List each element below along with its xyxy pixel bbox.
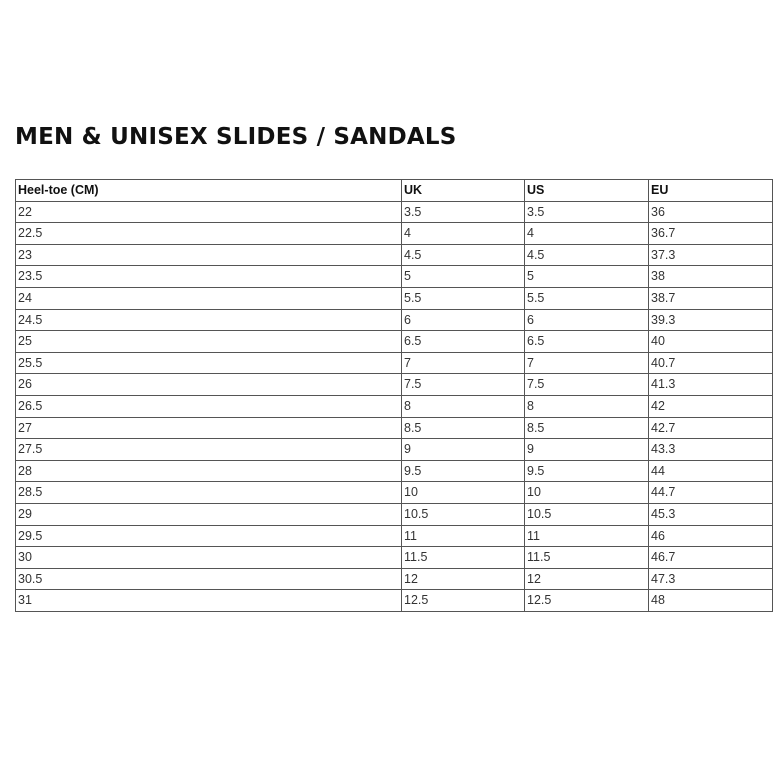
cell-uk: 8.5	[402, 417, 525, 439]
header-us: US	[525, 180, 649, 202]
cell-us: 9	[525, 439, 649, 461]
cell-us: 4	[525, 223, 649, 245]
table-row	[16, 352, 773, 374]
cell-uk: 10.5	[402, 503, 525, 525]
table-row	[16, 287, 773, 309]
table-body	[16, 201, 773, 611]
cell-uk: 11	[402, 525, 525, 547]
table-row	[16, 201, 773, 223]
cell-uk: 7	[402, 352, 525, 374]
cell-eu: 38.7	[649, 287, 773, 309]
table-row	[16, 266, 773, 288]
header-row	[16, 180, 773, 202]
cell-heel-toe: 30.5	[16, 568, 402, 590]
cell-uk: 9	[402, 439, 525, 461]
cell-eu: 38	[649, 266, 773, 288]
header-uk: UK	[402, 180, 525, 202]
cell-uk: 12.5	[402, 590, 525, 612]
cell-us: 7.5	[525, 374, 649, 396]
cell-heel-toe: 22.5	[16, 223, 402, 245]
cell-uk: 4	[402, 223, 525, 245]
table-row	[16, 417, 773, 439]
cell-eu: 37.3	[649, 244, 773, 266]
cell-us: 5	[525, 266, 649, 288]
cell-uk: 12	[402, 568, 525, 590]
cell-us: 12.5	[525, 590, 649, 612]
cell-us: 6	[525, 309, 649, 331]
cell-us: 7	[525, 352, 649, 374]
table-row	[16, 460, 773, 482]
cell-uk: 8	[402, 395, 525, 417]
cell-uk: 6.5	[402, 331, 525, 353]
cell-heel-toe: 24	[16, 287, 402, 309]
cell-eu: 40	[649, 331, 773, 353]
cell-us: 12	[525, 568, 649, 590]
table-row	[16, 244, 773, 266]
cell-uk: 5	[402, 266, 525, 288]
table-header	[16, 180, 773, 202]
cell-heel-toe: 23.5	[16, 266, 402, 288]
cell-uk: 9.5	[402, 460, 525, 482]
cell-eu: 47.3	[649, 568, 773, 590]
cell-us: 9.5	[525, 460, 649, 482]
table-row	[16, 374, 773, 396]
cell-uk: 7.5	[402, 374, 525, 396]
cell-us: 11	[525, 525, 649, 547]
cell-heel-toe: 26.5	[16, 395, 402, 417]
cell-heel-toe: 28	[16, 460, 402, 482]
cell-heel-toe: 30	[16, 547, 402, 569]
cell-heel-toe: 22	[16, 201, 402, 223]
cell-us: 10.5	[525, 503, 649, 525]
table-row	[16, 568, 773, 590]
cell-uk: 11.5	[402, 547, 525, 569]
cell-us: 11.5	[525, 547, 649, 569]
cell-eu: 39.3	[649, 309, 773, 331]
table-row	[16, 547, 773, 569]
cell-us: 10	[525, 482, 649, 504]
cell-us: 3.5	[525, 201, 649, 223]
cell-heel-toe: 25.5	[16, 352, 402, 374]
table-row	[16, 223, 773, 245]
cell-heel-toe: 31	[16, 590, 402, 612]
cell-eu: 36.7	[649, 223, 773, 245]
cell-heel-toe: 27.5	[16, 439, 402, 461]
page-title: MEN & UNISEX SLIDES / SANDALS	[15, 124, 457, 150]
cell-eu: 40.7	[649, 352, 773, 374]
table-row	[16, 482, 773, 504]
cell-eu: 41.3	[649, 374, 773, 396]
cell-eu: 42.7	[649, 417, 773, 439]
cell-eu: 42	[649, 395, 773, 417]
cell-heel-toe: 25	[16, 331, 402, 353]
cell-eu: 44.7	[649, 482, 773, 504]
cell-eu: 44	[649, 460, 773, 482]
cell-uk: 6	[402, 309, 525, 331]
cell-uk: 3.5	[402, 201, 525, 223]
header-heel-toe: Heel-toe (CM)	[16, 180, 402, 202]
cell-heel-toe: 24.5	[16, 309, 402, 331]
cell-us: 6.5	[525, 331, 649, 353]
size-chart-table	[15, 179, 773, 612]
cell-us: 8	[525, 395, 649, 417]
cell-eu: 46	[649, 525, 773, 547]
cell-eu: 36	[649, 201, 773, 223]
cell-heel-toe: 29	[16, 503, 402, 525]
table-row	[16, 503, 773, 525]
cell-us: 5.5	[525, 287, 649, 309]
cell-uk: 10	[402, 482, 525, 504]
cell-heel-toe: 29.5	[16, 525, 402, 547]
table-row	[16, 331, 773, 353]
header-eu: EU	[649, 180, 773, 202]
table-row	[16, 590, 773, 612]
cell-heel-toe: 26	[16, 374, 402, 396]
table-row	[16, 395, 773, 417]
cell-heel-toe: 28.5	[16, 482, 402, 504]
cell-uk: 5.5	[402, 287, 525, 309]
cell-eu: 43.3	[649, 439, 773, 461]
cell-eu: 45.3	[649, 503, 773, 525]
cell-heel-toe: 23	[16, 244, 402, 266]
cell-heel-toe: 27	[16, 417, 402, 439]
table-row	[16, 309, 773, 331]
cell-us: 8.5	[525, 417, 649, 439]
table-row	[16, 439, 773, 461]
cell-eu: 48	[649, 590, 773, 612]
cell-us: 4.5	[525, 244, 649, 266]
cell-uk: 4.5	[402, 244, 525, 266]
cell-eu: 46.7	[649, 547, 773, 569]
table-row	[16, 525, 773, 547]
